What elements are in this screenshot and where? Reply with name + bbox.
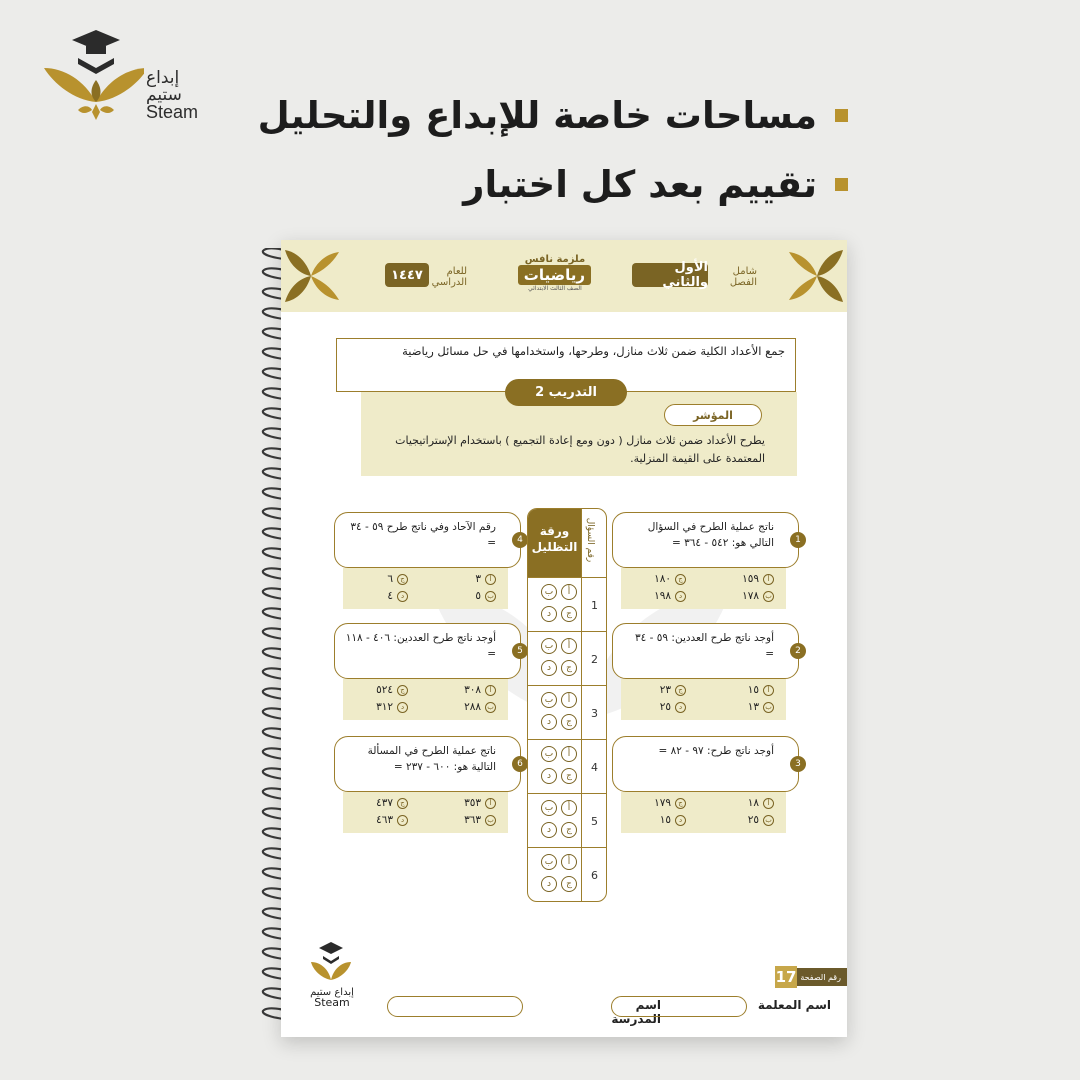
option-letter: د: [397, 702, 408, 713]
answer-bubble[interactable]: أ: [561, 584, 577, 600]
answer-row: [528, 739, 606, 793]
question-text: أوجد ناتج طرح العددين: ٥٩ - ٣٤ =: [635, 632, 774, 660]
answer-bubble[interactable]: ج: [561, 660, 577, 676]
answer-bubble[interactable]: أ: [561, 800, 577, 816]
options-6: [343, 792, 508, 833]
option-value: ٢٣: [659, 684, 671, 696]
question-number: 4: [512, 532, 528, 548]
footer-logo-icon: [311, 940, 351, 986]
brand-name-en: Steam: [146, 102, 199, 122]
bullet-square-icon: [835, 109, 848, 122]
answer-bubble[interactable]: أ: [561, 638, 577, 654]
question-card-2: [612, 623, 799, 679]
question-text: ناتج عملية الطرح في السؤال التالي هو: ٥٤٢ - ٣٦٤ =: [647, 521, 774, 549]
answer-bubble[interactable]: ب: [541, 692, 557, 708]
grade-text: الصف الثالث الابتدائي: [528, 285, 582, 292]
option-a[interactable]: [475, 573, 496, 585]
question-number-header: [581, 509, 607, 577]
option-letter: ب: [763, 702, 774, 713]
school-name-field[interactable]: [387, 996, 523, 1017]
magazine-title: [519, 254, 591, 302]
option-value: ٤٣٧: [376, 797, 393, 809]
answer-sheet: [527, 508, 607, 902]
question-number: 2: [790, 643, 806, 659]
page-header-band: [281, 240, 847, 312]
option-letter: ب: [485, 702, 496, 713]
question-text: ناتج عملية الطرح في المسألة التالية هو: ٦٠٠ - ٢٣٧ =: [367, 745, 496, 773]
headline-2: [463, 163, 848, 206]
option-b[interactable]: [475, 590, 496, 602]
answer-bubble[interactable]: أ: [561, 854, 577, 870]
answer-row: [528, 793, 606, 847]
option-a[interactable]: [742, 573, 774, 585]
answer-bubble[interactable]: أ: [561, 692, 577, 708]
option-b[interactable]: [748, 701, 774, 713]
option-letter: ب: [485, 591, 496, 602]
option-value: ١٧٩: [654, 797, 671, 809]
answer-bubble[interactable]: ج: [561, 606, 577, 622]
option-letter: أ: [763, 574, 774, 585]
option-value: ٤: [387, 590, 393, 602]
option-c[interactable]: [376, 797, 408, 809]
year-badge: ١٤٤٧: [385, 263, 429, 287]
options-4: [343, 568, 508, 609]
option-b[interactable]: [742, 590, 774, 602]
option-letter: ج: [675, 798, 686, 809]
ornament-right-icon: [787, 240, 847, 312]
option-c[interactable]: [660, 684, 686, 696]
mortarboard-leaf-icon: [34, 28, 144, 128]
answer-bubble[interactable]: ج: [561, 768, 577, 784]
option-letter: د: [397, 591, 408, 602]
answer-bubble[interactable]: د: [541, 876, 557, 892]
option-c[interactable]: [654, 573, 686, 585]
brand-logo: [34, 28, 199, 128]
answer-bubble[interactable]: د: [541, 768, 557, 784]
answer-row-number: 6: [581, 848, 607, 902]
option-b[interactable]: [748, 814, 774, 826]
objective-text: جمع الأعداد الكلية ضمن ثلاث منازل، وطرحها، واستخدامها في حل مسائل رياضية: [402, 344, 785, 358]
question-card-1: [612, 512, 799, 568]
answer-bubble[interactable]: ج: [561, 876, 577, 892]
option-b[interactable]: [464, 814, 496, 826]
headline-2-text: تقييم بعد كل اختبار: [463, 163, 817, 206]
headline-1-text: مساحات خاصة للإبداع والتحليل: [257, 94, 817, 137]
option-d[interactable]: [660, 814, 686, 826]
page-number-label: رقم الصفحة: [800, 972, 841, 982]
option-d[interactable]: [654, 590, 686, 602]
ornament-left-icon: [281, 240, 341, 312]
option-d[interactable]: [660, 701, 686, 713]
question-number: 6: [512, 756, 528, 772]
answer-row: [528, 577, 606, 631]
options-3: [621, 792, 786, 833]
footer-logo-en: Steam: [314, 996, 350, 1009]
answer-bubble[interactable]: ج: [561, 714, 577, 730]
option-value: ١٨: [747, 797, 759, 809]
option-value: ٤٦٣: [376, 814, 393, 826]
answer-row: [528, 847, 606, 901]
options-1: [621, 568, 786, 609]
question-number: 1: [790, 532, 806, 548]
answer-bubble[interactable]: ب: [541, 800, 557, 816]
option-value: ٥: [475, 590, 481, 602]
option-letter: د: [675, 815, 686, 826]
option-d[interactable]: [376, 814, 408, 826]
option-value: ٣١٢: [376, 701, 393, 713]
answer-bubble[interactable]: د: [541, 660, 557, 676]
school-name-label: اسم المدرسة: [611, 998, 661, 1026]
notebook-page: [281, 240, 847, 1037]
option-letter: ب: [485, 815, 496, 826]
semester-prefix: شامل الفصل: [729, 266, 757, 288]
subject-badge: رياضيات: [518, 265, 591, 285]
option-value: ١٥٩: [742, 573, 759, 585]
option-letter: أ: [485, 685, 496, 696]
option-value: ٢٨٨: [464, 701, 481, 713]
question-number: 5: [512, 643, 528, 659]
footer-logo-ar: إبداع ستيم: [310, 987, 354, 998]
options-5: [343, 679, 508, 720]
drill-title: التدريب 2: [505, 379, 627, 406]
brand-name-ar: إبداع ستيم: [146, 68, 182, 105]
answer-row-number: 1: [581, 578, 607, 632]
option-a[interactable]: [464, 684, 496, 696]
indicator-text: يطرح الأعداد ضمن ثلاث منازل ( دون ومع إعادة التجميع ) باستخدام الإستراتيجيات المعتمدة على القيمة المنزلية.: [395, 434, 765, 465]
option-c[interactable]: [654, 797, 686, 809]
option-a[interactable]: [748, 797, 774, 809]
question-number-label: رقم السؤال: [585, 517, 596, 563]
option-value: ١٥: [659, 814, 671, 826]
option-letter: ج: [675, 574, 686, 585]
option-letter: أ: [763, 798, 774, 809]
brand-wordmark: [146, 70, 198, 121]
option-value: ٣٦٣: [464, 814, 481, 826]
answer-bubble[interactable]: د: [541, 822, 557, 838]
option-letter: أ: [485, 574, 496, 585]
option-letter: أ: [485, 798, 496, 809]
options-2: [621, 679, 786, 720]
magazine-top-text: ملزمة نافس: [524, 254, 586, 265]
question-number: 3: [790, 756, 806, 772]
option-a[interactable]: [748, 684, 774, 696]
option-value: ١٨٠: [654, 573, 671, 585]
page-number: 17: [775, 968, 797, 986]
option-value: ١٣: [747, 701, 759, 713]
option-letter: د: [397, 815, 408, 826]
answer-sheet-title: ورقة التظليل: [528, 509, 581, 577]
year-label: للعام الدراسي: [431, 266, 467, 288]
option-letter: ج: [397, 685, 408, 696]
question-card-4: [334, 512, 521, 568]
option-d[interactable]: [376, 701, 408, 713]
question-text: رقم الآحاد وفي ناتج طرح ٥٩ - ٣٤ =: [350, 521, 496, 549]
option-letter: ج: [675, 685, 686, 696]
answer-row-number: 2: [581, 632, 607, 686]
option-letter: ب: [763, 591, 774, 602]
option-value: ٢٥: [747, 814, 759, 826]
semester-badge: الأول والثاني: [632, 263, 708, 287]
option-letter: ب: [763, 815, 774, 826]
option-c[interactable]: [387, 573, 408, 585]
bullet-square-icon: [835, 178, 848, 191]
question-text: أوجد ناتج طرح العددين: ٤٠٦ - ١١٨ =: [345, 632, 496, 660]
option-letter: ج: [397, 574, 408, 585]
answer-row: [528, 685, 606, 739]
answer-row-number: 4: [581, 740, 607, 794]
option-b[interactable]: [464, 701, 496, 713]
answer-row-number: 3: [581, 686, 607, 740]
indicator-label: المؤشر: [664, 404, 762, 426]
option-letter: ج: [397, 798, 408, 809]
option-value: ١٥: [747, 684, 759, 696]
option-value: ٢٥: [659, 701, 671, 713]
answer-bubble[interactable]: ج: [561, 822, 577, 838]
footer-logo-wordmark: [307, 988, 357, 1008]
headline-1: [258, 94, 848, 137]
option-c[interactable]: [376, 684, 408, 696]
option-value: ١٧٨: [742, 590, 759, 602]
option-value: ٣٠٨: [464, 684, 481, 696]
option-value: ١٩٨: [654, 590, 671, 602]
option-value: ٥٢٤: [376, 684, 393, 696]
answer-bubble[interactable]: د: [541, 714, 557, 730]
option-letter: د: [675, 702, 686, 713]
teacher-name-field[interactable]: [611, 996, 747, 1017]
answer-row: [528, 631, 606, 685]
option-letter: أ: [763, 685, 774, 696]
question-card-5: [334, 623, 521, 679]
question-card-6: [334, 736, 521, 792]
question-text: أوجد ناتج طرح: ٩٧ - ٨٢ =: [658, 745, 774, 757]
answer-bubble[interactable]: ب: [541, 584, 557, 600]
option-a[interactable]: [464, 797, 496, 809]
option-value: ٦: [387, 573, 393, 585]
question-card-3: [612, 736, 799, 792]
answer-bubble[interactable]: ب: [541, 638, 557, 654]
answer-bubble[interactable]: د: [541, 606, 557, 622]
option-value: ٣: [475, 573, 481, 585]
option-letter: د: [675, 591, 686, 602]
answer-bubble[interactable]: ب: [541, 854, 557, 870]
teacher-name-label: اسم المعلمة: [757, 998, 831, 1012]
option-d[interactable]: [387, 590, 408, 602]
answer-bubble[interactable]: ب: [541, 746, 557, 762]
option-value: ٣٥٣: [464, 797, 481, 809]
answer-bubble[interactable]: أ: [561, 746, 577, 762]
answer-row-number: 5: [581, 794, 607, 848]
